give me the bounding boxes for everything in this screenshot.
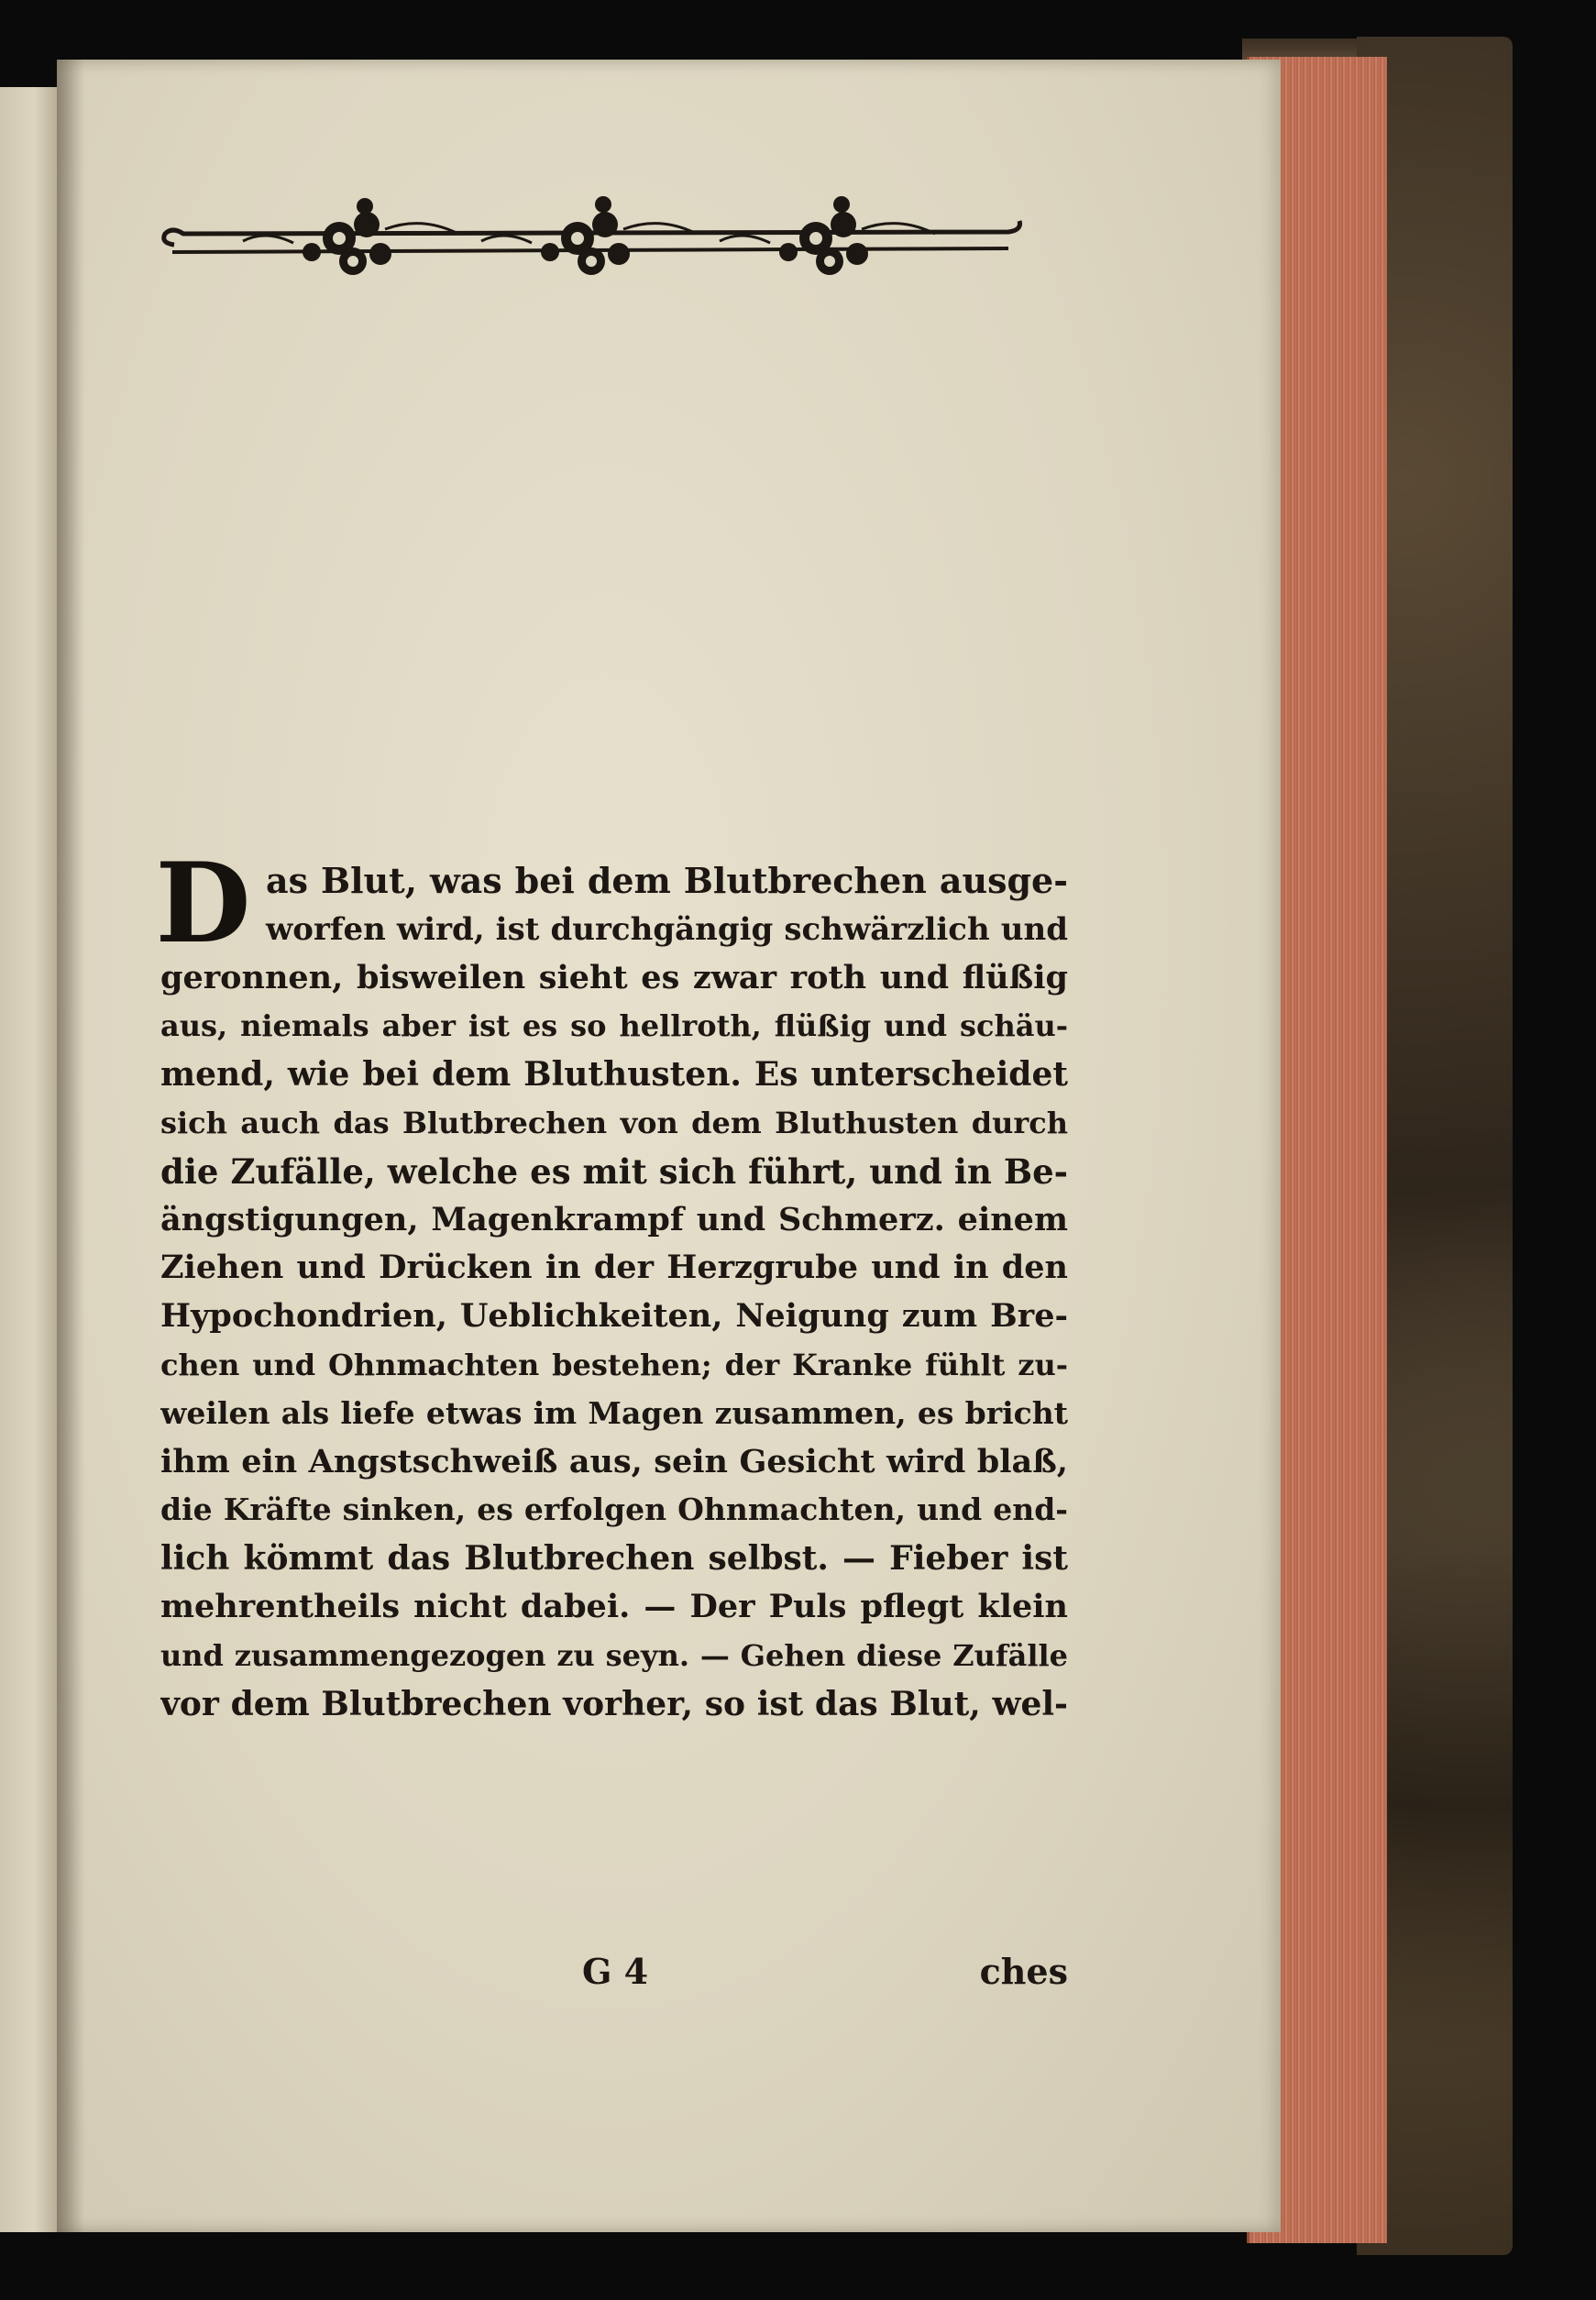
text-line: weilen als liefe etwas im Magen zusammen, es bricht bbox=[160, 1394, 1068, 1431]
text-line: as Blut, was bei dem Blutbrechen ausge- bbox=[266, 860, 1068, 901]
text-line: die Kräfte sinken, es erfolgen Ohnmachten, und end- bbox=[160, 1491, 1068, 1528]
text-line: Ziehen und Drücken in der Herzgrube und in den bbox=[160, 1249, 1068, 1287]
gutter-shadow bbox=[57, 60, 84, 2232]
text-line: chen und Ohnmachten bestehen; der Kranke fühlt zu- bbox=[160, 1347, 1068, 1382]
text-line: worfen wird, ist durchgängig schwärzlich und bbox=[266, 910, 1068, 948]
text-line: vor dem Blutbrechen vorher, so ist das Blut, wel- bbox=[160, 1684, 1068, 1723]
drop-cap: D bbox=[155, 839, 251, 968]
text-line: ihm ein Angstschweiß aus, sein Gesicht wird blaß, bbox=[160, 1442, 1068, 1480]
page-footer bbox=[160, 1951, 1068, 1997]
text-line: die Zufälle, welche es mit sich führt, und in Be- bbox=[160, 1150, 1068, 1192]
text-line: lich kömmt das Blutbrechen selbst. — Fieber ist bbox=[160, 1539, 1068, 1579]
text-line: aus, niemals aber ist es so hellroth, flüßig und schäu- bbox=[160, 1008, 1068, 1044]
text-line: ängstigungen, Magenkrampf und Schmerz. einem bbox=[160, 1200, 1068, 1238]
catchword: ches bbox=[979, 1951, 1068, 1992]
text-line: Hypochondrien, Ueblichkeiten, Neigung zum Bre- bbox=[160, 1297, 1068, 1336]
body-text bbox=[155, 839, 1068, 1728]
text-line: mehrentheils nicht dabei. — Der Puls pflegt klein bbox=[160, 1587, 1068, 1625]
left-facing-page bbox=[0, 87, 57, 2232]
text-line: sich auch das Blutbrechen von dem Bluthusten durch bbox=[160, 1105, 1068, 1140]
text-line: mend, wie bei dem Bluthusten. Es unterscheidet bbox=[160, 1055, 1068, 1095]
floral-vine-ornament-icon bbox=[156, 188, 1027, 298]
text-line: geronnen, bisweilen sieht es zwar roth und flüßig bbox=[160, 958, 1068, 996]
signature-mark: G 4 bbox=[582, 1951, 649, 1992]
text-line: und zusammengezogen zu seyn. — Gehen diese Zufälle bbox=[160, 1637, 1068, 1673]
